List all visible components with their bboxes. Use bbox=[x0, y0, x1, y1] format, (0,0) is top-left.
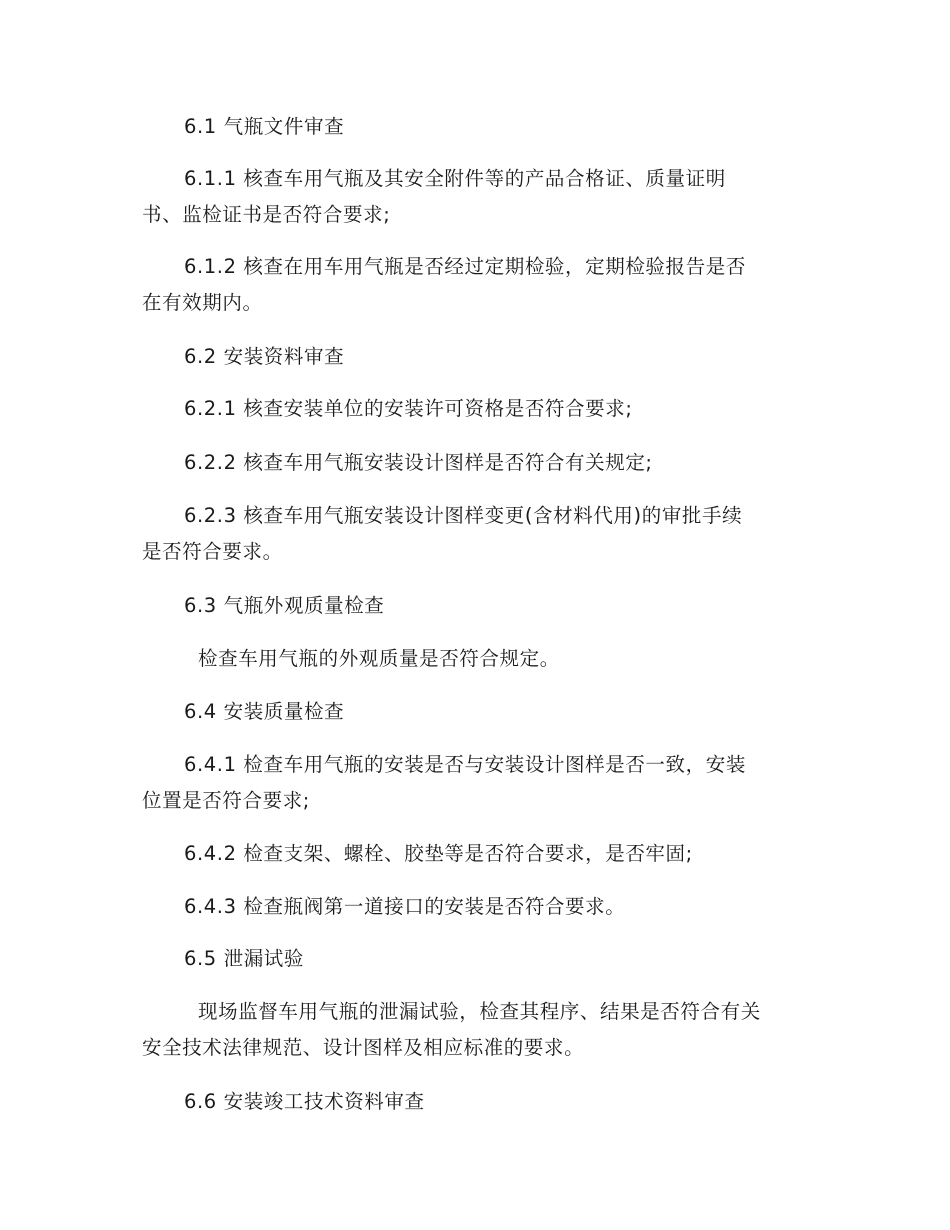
heading-6-6: 6.6 安装竣工技术资料审查 bbox=[184, 1090, 425, 1113]
paragraph-6-2-3-line-2: 是否符合要求。 bbox=[142, 540, 283, 563]
paragraph-6-4-1-line-2: 位置是否符合要求; bbox=[142, 789, 310, 812]
paragraph-6-2-1: 6.2.1 核查安装单位的安装许可资格是否符合要求; bbox=[184, 397, 633, 420]
paragraph-6-4-3: 6.4.3 检查瓶阀第一道接口的安装是否符合要求。 bbox=[184, 895, 626, 918]
paragraph-6-1-2-line-2: 在有效期内。 bbox=[142, 291, 263, 314]
paragraph-6-1-2-line-1: 6.1.2 核查在用车用气瓶是否经过定期检验，定期检验报告是否 bbox=[184, 255, 746, 278]
heading-6-4: 6.4 安装质量检查 bbox=[184, 700, 345, 723]
paragraph-6-1-1-line-2: 书、监检证书是否符合要求; bbox=[142, 203, 391, 226]
paragraph-6-2-3-line-1: 6.2.3 核查车用气瓶安装设计图样变更(含材料代用)的审批手续 bbox=[184, 504, 743, 527]
heading-6-2: 6.2 安装资料审查 bbox=[184, 345, 345, 368]
paragraph-6-5-line-1: 现场监督车用气瓶的泄漏试验，检查其程序、结果是否符合有关 bbox=[198, 1000, 761, 1023]
heading-6-1: 6.1 气瓶文件审查 bbox=[184, 115, 345, 138]
paragraph-6-3: 检查车用气瓶的外观质量是否符合规定。 bbox=[198, 647, 560, 670]
heading-6-5: 6.5 泄漏试验 bbox=[184, 947, 305, 970]
paragraph-6-2-2: 6.2.2 核查车用气瓶安装设计图样是否符合有关规定; bbox=[184, 451, 653, 474]
paragraph-6-1-1-line-1: 6.1.1 核查车用气瓶及其安全附件等的产品合格证、质量证明 bbox=[184, 167, 726, 190]
paragraph-6-5-line-2: 安全技术法律规范、设计图样及相应标准的要求。 bbox=[142, 1036, 585, 1059]
paragraph-6-4-1-line-1: 6.4.1 检查车用气瓶的安装是否与安装设计图样是否一致，安装 bbox=[184, 753, 746, 776]
paragraph-6-4-2: 6.4.2 检查支架、螺栓、胶垫等是否符合要求，是否牢固; bbox=[184, 842, 693, 865]
heading-6-3: 6.3 气瓶外观质量检查 bbox=[184, 594, 385, 617]
